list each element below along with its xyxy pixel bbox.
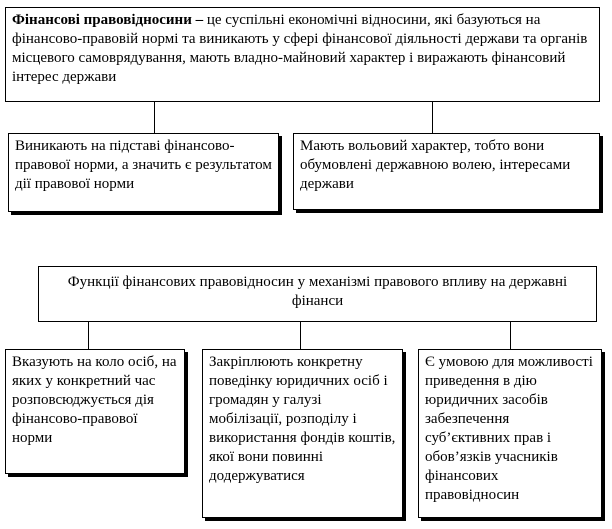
function-text: Вказують на коло осіб, на яких у конкретний час розповсюджується дія фінансово-правової норми [12, 354, 177, 446]
feature-box-norm [8, 133, 279, 212]
feature-text: Мають вольовий характер, тобто вони обумовлені державною волею, інтересами держави [300, 138, 571, 192]
function-box-scope [5, 349, 185, 474]
definition-box [5, 7, 600, 102]
connector-line [510, 322, 511, 349]
connector-line [88, 322, 89, 349]
function-box-enforcement [418, 349, 602, 518]
feature-text: Виникають на підставі фінансово-правової норми, а значить є результатом дії правової норми [15, 138, 272, 192]
function-text: Є умовою для можливості приведення в дію юридичних засобів забезпечення суб’єктивних прав і обов’язків учасників фінансових правовідносин [425, 354, 593, 503]
functions-title-box [38, 266, 597, 322]
connector-line [432, 102, 433, 133]
definition-separator: – [191, 12, 207, 28]
function-text: Закріплюють конкретну поведінку юридичних осіб і громадян у галузі мобілізації, розподілу і використання фондів коштів, якої вони повинні додержуватися [209, 354, 396, 484]
definition-text: це суспільні економічні відносини, які базуються на фінансово-правовій нормі та виникають у сфері фінансової діяльності держави та органів місцевого самоврядування, мають владно-майновий характер і виражають фінансовий інтерес держави [12, 12, 588, 85]
functions-title: Функції фінансових правовідносин у механізмі правового впливу на державні фінанси [67, 274, 568, 309]
connector-line [300, 322, 301, 349]
function-box-behavior [202, 349, 403, 518]
feature-box-will [293, 133, 600, 210]
definition-term: Фінансові правовідносини [12, 12, 192, 28]
connector-line [154, 102, 155, 133]
